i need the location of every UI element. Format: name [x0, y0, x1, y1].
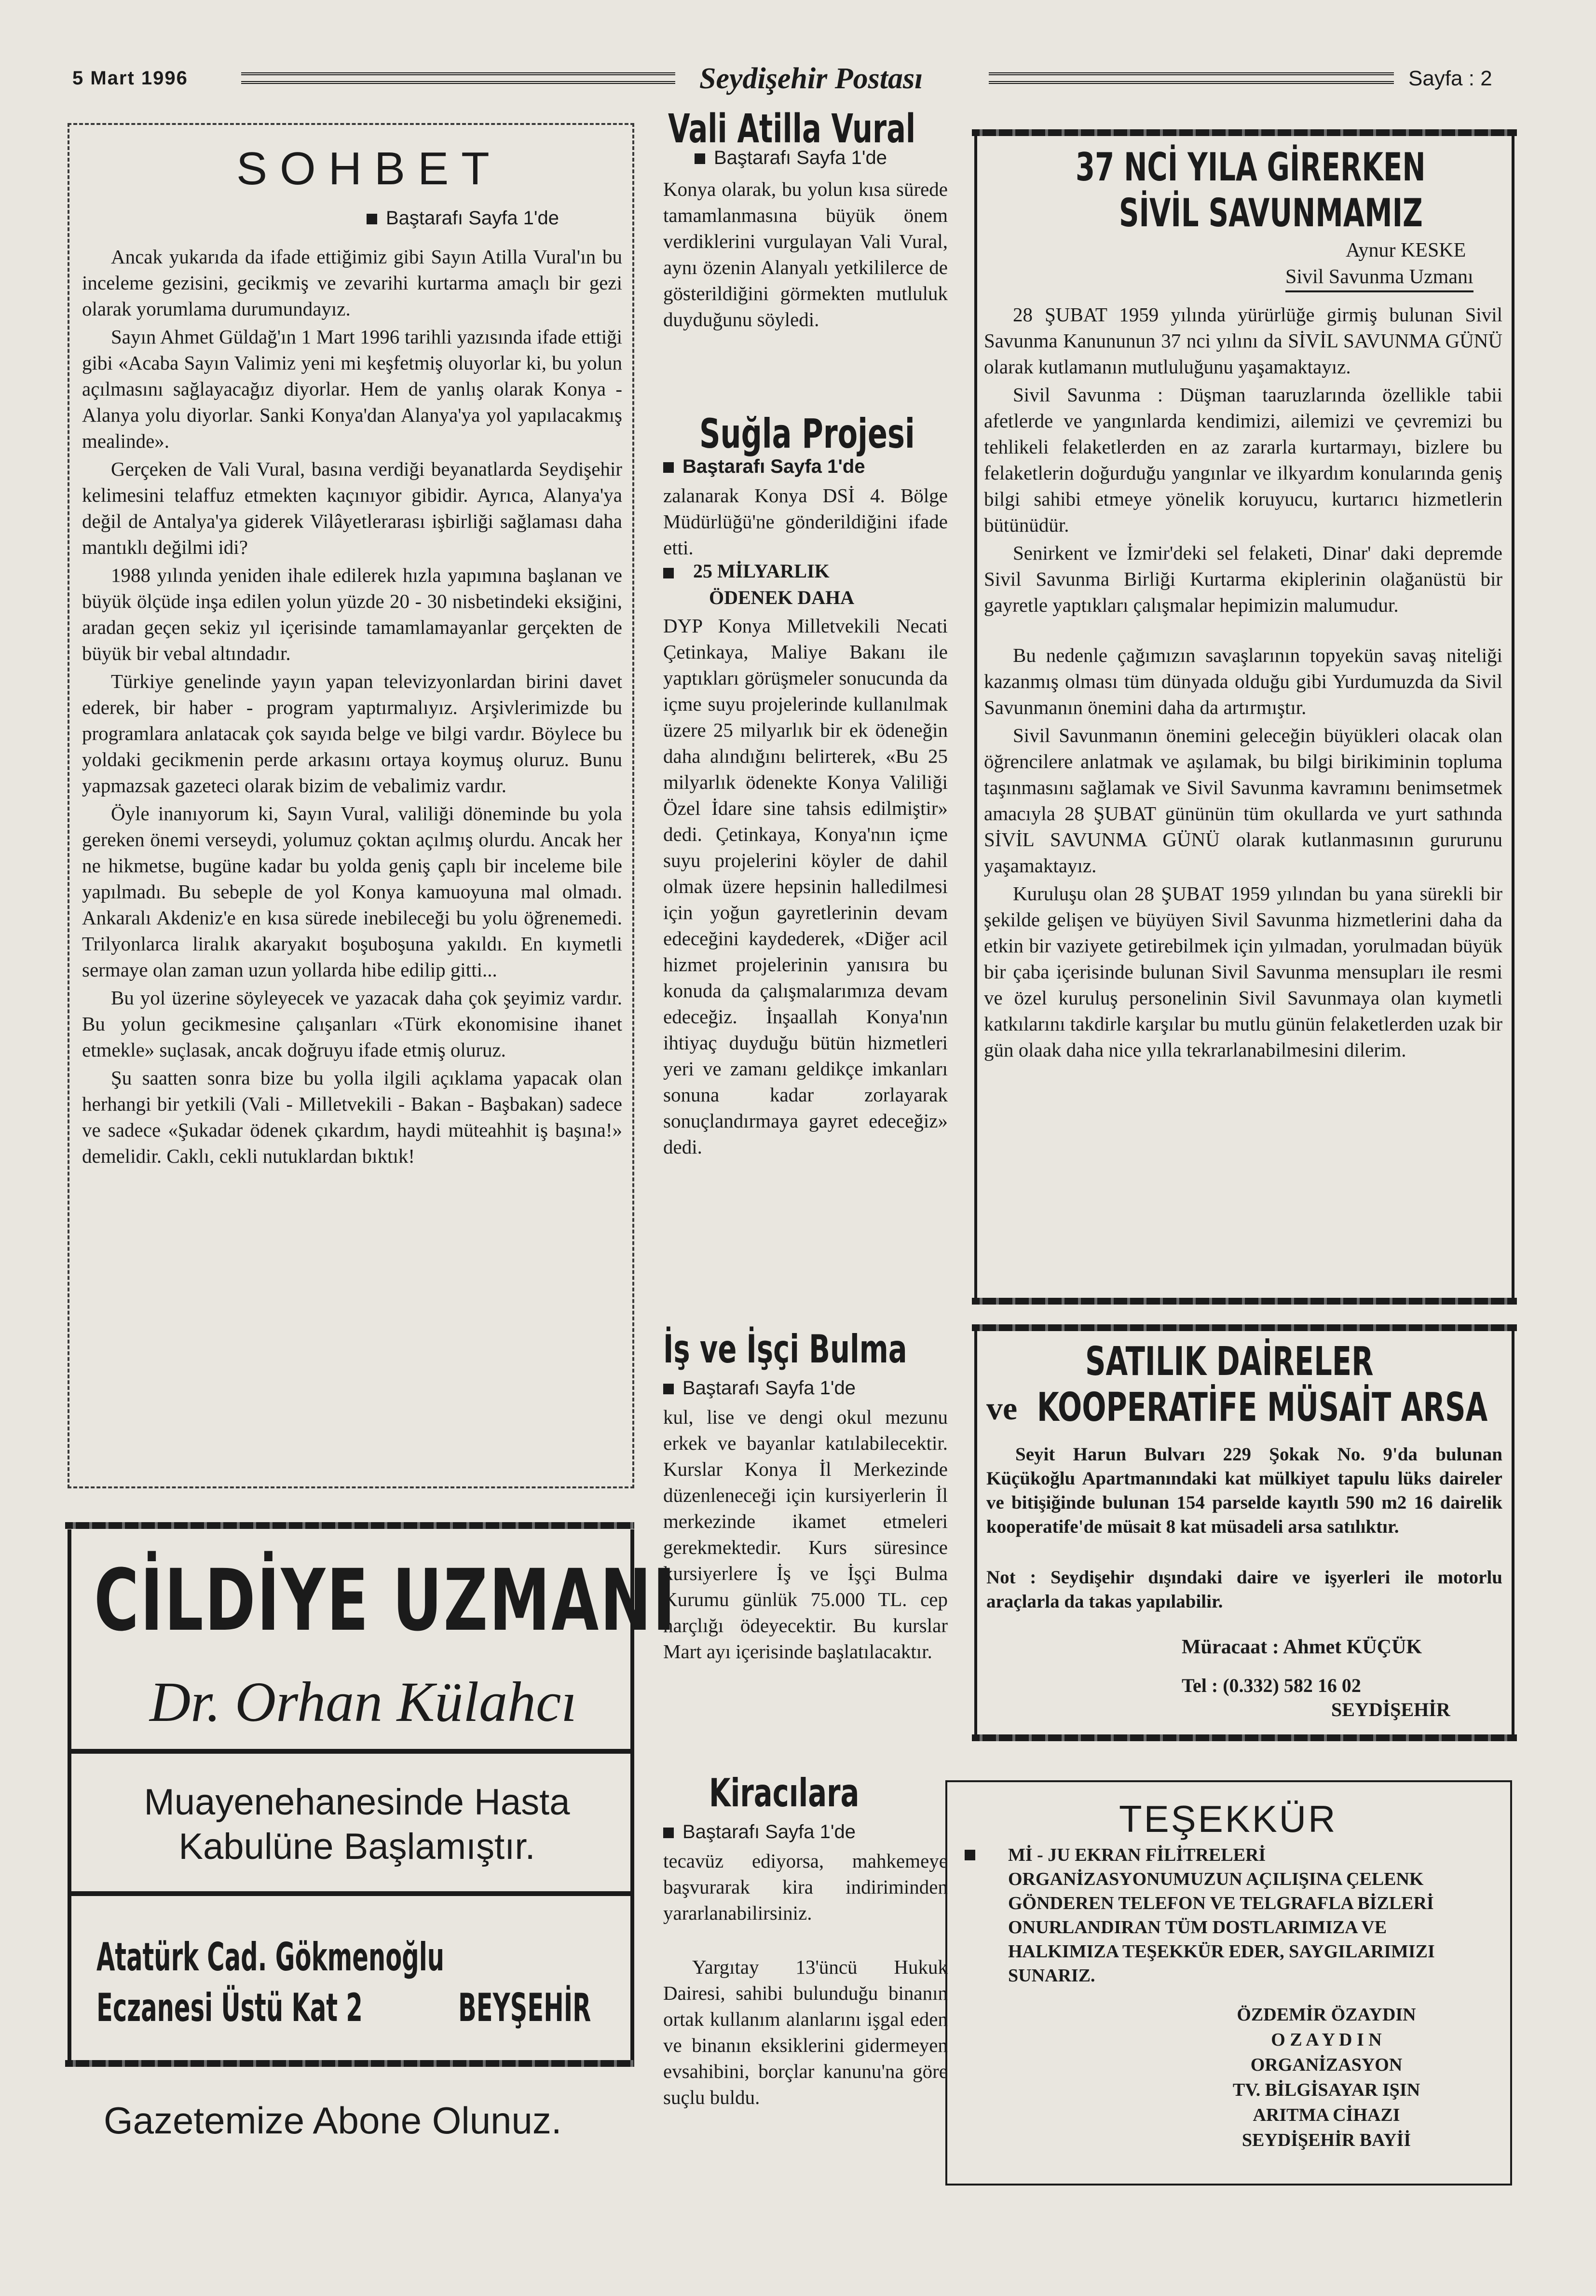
cildiye-address-1: Atatürk Cad. Gökmenoğlu: [96, 1935, 445, 1980]
cildiye-top-border: [65, 1522, 634, 1529]
sugla-body: DYP Konya Milletvekili Necati Çetinkaya, Maliye Bakanı ile yaptıkları görüşmeler sonucunda da içme suyu projelerinde kullanılmak üzere 25 milyarlık bir ek ödeneğin daha alındığını belirterek, «Bu 25 milyarlık ödenekte Konya Valiliği Özel İdare sine tahsis edilmiştir» dedi. Çetinkaya, Konya'nın içme suyu projelerini köyler de dahil olmak üzere hepsinin halledilmesi için yoğun gayretlerinin devam edeceğini kaydederek, «Diğer acil hizmet projelerinin yanısıra bu konuda da çalışmalarımıza devam edeceğiz. İnşaallah Konya'nın ihtiyaç duyduğu bütün hizmetleri yeri ve zamanı geldikçe imkanları sonuna kadar zorlayarak sonuçlandırmaya gayret edeceğiz» dedi.: [663, 615, 948, 1158]
issue-date: 5 Mart 1996: [72, 68, 188, 89]
sivil-author-role: Sivil Savunma Uzmanı: [1285, 265, 1473, 292]
bullet-icon: [663, 462, 674, 473]
tesekkur-body: [965, 1843, 1495, 1988]
satilik-title-prefix: ve: [986, 1390, 1018, 1427]
is-body: kul, lise ve dengi okul mezunu erkek ve bayanlar katılabilecektir. Kurslar Konya İl Merkezinde düzenleneceği için kursiyerlerin İl merkezinde ikamet etmeleri gerekmektedir. Kurs süresince kursiyerlere İş ve İşçi Bulma Kurumu günlük 75.000 TL. cep harçlığı ödeyecektir. Bu kurslar Mart ayı içerisinde başlatılacaktır.: [663, 1406, 948, 1663]
sohbet-paragraph: Türkiye genelinde yayın yapan televizyonlardan birini davet ederek, bir haber - program yaptırmalıyız. Arşivlerimizde bu programlara anlatacak çok sayıda belge ve bilgi vardır. Böylece bu yoldaki gecikmenin perde arkasını ortaya koymuş oluruz. Bunu yapmazsak gazeteci olarak bizim de vebalimiz vardır.: [82, 670, 622, 797]
bullet-icon: [965, 1850, 975, 1860]
sivil-body: [984, 302, 1502, 1065]
sohbet-paragraph: Sayın Ahmet Güldağ'ın 1 Mart 1996 tarihli yazısında ifade ettiği gibi «Acaba Sayın Valimiz yeni mi keşfetmiş oluyorlar ki, bu yolun açılmasını sağlayacağız diyorlar. Hem de yanlış olarak Konya - Alanya yolu diyorlar. Sanki Konya'dan Alanya'ya yol yapılacakmış mealinde».: [82, 326, 622, 452]
tesekkur-sign-line4: TV. BİLGİSAYAR IŞIN: [1232, 2080, 1420, 2100]
tesekkur-sign-line6: SEYDİŞEHİR BAYİİ: [1241, 2130, 1411, 2150]
cildiye-divider: [68, 1891, 634, 1896]
page-number: Sayfa : 2: [1408, 67, 1492, 90]
sivil-paragraph: Bu nedenle çağımızın savaşlarının topyekün savaş niteliği kazanmış olması tüm dünyada olduğu gibi Yurdumuzda da Sivil Savunmanın önemini daha da artırmıştır.: [984, 644, 1502, 718]
bullet-icon: [695, 153, 705, 164]
vali-body: Konya olarak, bu yolun kısa sürede tamamlanmasına büyük önem verdiklerini vurgulayan Vali Vural, aynı özenin Alanyalı yetkililerce de gösterildiğini görmekten mutluluk duyduğunu söyledi.: [663, 178, 948, 330]
cildiye-address-2: Eczanesi Üstü Kat 2: [96, 1985, 363, 2030]
sivil-bottom-border: [972, 1298, 1517, 1305]
cildiye-city: BEYŞEHİR: [458, 1985, 591, 2030]
sohbet-paragraph: Gerçeken de Vali Vural, basına verdiği beyanatlarda Seydişehir kelimesini telaffuz etmekten kaçınıyor gibidir. Ayrıca, Alanya'ya değil de Antalya'ya giderek Vilâyetlerarası işbirliği sağlaması daha mantıklı değilmi idi?: [82, 458, 622, 558]
kiracilar-continued-label: Baştarafı Sayfa 1'de: [682, 1821, 856, 1842]
bullet-icon: [367, 214, 377, 224]
kiracilar-body: Yargıtay 13'üncü Hukuk Dairesi, sahibi bulunduğu binanın ortak kullanım alanlarını işgal eden ve binanın eksiklerini gidermeyen evsahibini, borçlar kanunu'na göre suçlu buldu.: [663, 1956, 948, 2108]
masthead-rule-right: [989, 72, 1394, 84]
cildiye-title: CİLDİYE UZMANI: [94, 1551, 677, 1650]
sivil-paragraph: Kuruluşu olan 28 ŞUBAT 1959 yılından bu yana sürekli bir şekilde gelişen ve büyüyen Sivil Savunma hizmetlerini daha da etkin bir vaziyete getirebilmek için yılmadan, yorulmadan büyük bir çaba içerisinde bulunan Sivil Savunma mensupları ile resmi ve özel kuruluş personelinin Sivil Savunmaya olan kıymetli katkılarını takdirle karşılar bu mutlu günün felaketlerden uzak bir gün olaak daha nice yılla tekrarlanabilmesini dilerim.: [984, 882, 1502, 1061]
kiracilar-continued: [663, 1821, 856, 1843]
masthead-rule-left: [241, 72, 675, 84]
sugla-continued: [663, 456, 865, 478]
tesekkur-text: Mİ - JU EKRAN FİLİTRELERİ ORGANİZASYONUMUZUN AÇILIŞINA ÇELENK GÖNDEREN TELEFON VE TELGRAFLA BİZLERİ ONURLANDIRAN TÜM DOSTLARIMIZA VE HALKIMIZA TEŞEKKÜR EDER, SAYGILARIMIZI SUNARIZ.: [1008, 1845, 1435, 1986]
sivil-author: Aynur KESKE: [1346, 239, 1466, 261]
tesekkur-sign-line5: ARITMA CİHAZI: [1253, 2105, 1400, 2125]
sohbet-title: SOHBET: [236, 143, 502, 194]
sivil-paragraph: Sivil Savunmanın önemini geleceğin büyükleri olacak olan öğrencilere anlatmak ve aşılamak, bu bilgi birikiminin topluma taşınmasını sağlamak ve Sivil Savunma kavramını benimsetmek amacıyla 28 ŞUBAT gününün tüm okullarda ve yurt sathında SİVİL SAVUNMA GÜNÜ olarak kutlanmasının gururunu yaşamaktayız.: [984, 724, 1502, 877]
sohbet-continued-label: Baştarafı Sayfa 1'de: [386, 207, 559, 229]
is-continued-label: Baştarafı Sayfa 1'de: [682, 1377, 856, 1399]
cildiye-bottom-border: [65, 2060, 634, 2067]
vali-continued: [695, 147, 887, 169]
tesekkur-sign-company: O Z A Y D I N: [1271, 2030, 1382, 2050]
bullet-icon: [663, 568, 674, 578]
sohbet-paragraph: Şu saatten sonra bize bu yolla ilgili açıklama yapacak olan herhangi bir yetkili (Vali - Milletvekili - Bakan - Başbakan) sadece ve sadece «Şukadar ödenek çıkardım, haydi müteahhit iş başına!» demelidir. Caklı, cekli nutuklardan bıktık!: [82, 1067, 622, 1167]
sohbet-paragraph: 1988 yılında yeniden ihale edilerek hızla yapımına başlanan ve büyük ölçüde inşa edilen yolun yüzde 20 - 30 nisbetindeki eksiğini, aradan geçen sekiz yıl içerisinde tamamlamayanlar gerçekten de büyük bir vebal altındadır.: [82, 564, 622, 664]
satilik-note: Not : Seydişehir dışındaki daire ve işyerleri ile motorlu araçlarla da takas yapılabilir.: [986, 1567, 1502, 1612]
sivil-paragraph: 28 ŞUBAT 1959 yılında yürürlüğe girmiş bulunan Sivil Savunma Kanununun 37 nci yılını da SİVİL SAVUNMA GÜNÜ olarak kutlamanın mutluluğunu yaşamaktayız.: [984, 303, 1502, 378]
satilik-contact: Müracaat : Ahmet KÜÇÜK: [1182, 1636, 1422, 1658]
paper-name: Seydişehir Postası: [699, 62, 923, 95]
kiracilar-lead: tecavüz ediyorsa, mahkemeye başvurarak kira indiriminden yararlanabilirsiniz.: [663, 1850, 948, 1924]
tesekkur-title: TEŞEKKÜR: [1119, 1798, 1337, 1840]
vali-continued-label: Baştarafı Sayfa 1'de: [714, 147, 887, 168]
bullet-icon: [663, 1384, 674, 1394]
satilik-city: SEYDİŞEHİR: [1331, 1699, 1450, 1720]
tesekkur-sign-line3: ORGANİZASYON: [1250, 2055, 1403, 2075]
sivil-title-2: SİVİL SAVUNMAMIZ: [1119, 191, 1423, 235]
sohbet-body: [82, 244, 622, 1171]
sugla-subhead-2: ÖDENEK DAHA: [709, 587, 855, 608]
satilik-phone: Tel : (0.332) 582 16 02: [1182, 1675, 1361, 1696]
bullet-icon: [663, 1828, 674, 1838]
sivil-title-1: 37 NCİ YILA GİRERKEN: [1076, 145, 1426, 190]
doctor-name: Dr. Orhan Külahcı: [150, 1670, 577, 1733]
satilik-title-2: KOOPERATİFE MÜSAİT ARSA: [1037, 1385, 1488, 1430]
satilik-title-1: SATILIK DAİRELER: [1085, 1339, 1374, 1385]
satilik-bottom-border: [972, 1734, 1517, 1741]
sohbet-paragraph: Ancak yukarıda da ifade ettiğimiz gibi Sayın Atilla Vural'ın bu inceleme gezisini, gecikmiş ve zevarihi kurtarma amaçlı bir gezi olarak yorumlama durumundayız.: [82, 246, 622, 320]
is-continued: [663, 1377, 856, 1399]
sugla-lead: zalanarak Konya DSİ 4. Bölge Müdürlüğü'ne gönderildiğini ifade etti.: [663, 484, 948, 559]
sohbet-continued: [367, 207, 559, 229]
cildiye-notice: Muayenehanesinde Hasta Kabulüne Başlamıştır.: [144, 1782, 570, 1867]
tesekkur-sign-name: ÖZDEMİR ÖZAYDIN: [1237, 2005, 1416, 2025]
is-title: İş ve İşçi Bulma: [663, 1327, 907, 1372]
sugla-continued-label: Baştarafı Sayfa 1'de: [682, 456, 865, 477]
sohbet-paragraph: Öyle inanıyorum ki, Sayın Vural, valiliği döneminde bu yola gereken önemi verseydi, yolumuz çoktan açılmış olurdu. Ancak her ne hikmetse, bugüne kadar bu yolda geniş çaplı bir inceleme bile yapılmadı. Bu sebeple de yol Konya kamuoyuna mal olmadı. Ankaralı Akdeniz'e en kısa sürede inebileceği bu yolu öğrenemedi. Trilyonlarca liralık akaryakıt boşuboşuna yakıldı. En kıymetli sermaye olan zaman uzun yollarda hibe edilip gitti...: [82, 802, 622, 981]
sohbet-paragraph: Bu yol üzerine söyleyecek ve yazacak daha çok şeyimiz vardır. Bu yolun gecikmesine çalışanları «Türk ekonomisine ihanet etmekle» suçlasak, ancak doğruyu ifade etmiş oluruz.: [82, 987, 622, 1061]
vali-title: Vali Atilla Vural: [668, 106, 916, 152]
satilik-body: Seyit Harun Bulvarı 229 Şokak No. 9'da bulunan Küçükoğlu Apartmanındaki kat mülkiyet tapulu lüks daireler ve bitişiğinde bulunan 154 parselde kayıtlı 590 m2 16 dairelik kooperatife'de müsait 8 kat müsadeli arsa satılıktır.: [986, 1444, 1502, 1537]
sivil-paragraph: Sivil Savunma : Düşman taaruzlarında özellikle tabii afetlerde ve yangınlarda kendimizi, ailemizi ve çevremizi bu tehlikeli felaketlerden en az zararla kurtarmayı, bizlere bu felaketlerin doğurduğu yangınlar ve ilkyardım konularında geniş bilgi sahibi etmeye yönelik koruyucu, kurtarıcı hizmetlerin bütünüdür.: [984, 384, 1502, 536]
kiracilar-title: Kiracılara: [709, 1771, 859, 1815]
sugla-subhead-1: [663, 560, 830, 582]
sugla-title: Suğla Projesi: [699, 410, 915, 457]
tesekkur-signature: [1182, 2002, 1471, 2153]
cildiye-divider: [68, 1749, 634, 1754]
sugla-subhead-1-label: 25 MİLYARLIK: [693, 560, 830, 582]
subscribe-line: Gazetemize Abone Olunuz.: [104, 2099, 562, 2142]
sivil-paragraph: Senirkent ve İzmir'deki sel felaketi, Dinar' daki depremde Sivil Savunma Birliği Kurtarma ekiplerinin olağanüstü bir gayretle yaptıkları çalışmalar hepimizin malumudur.: [984, 542, 1502, 616]
